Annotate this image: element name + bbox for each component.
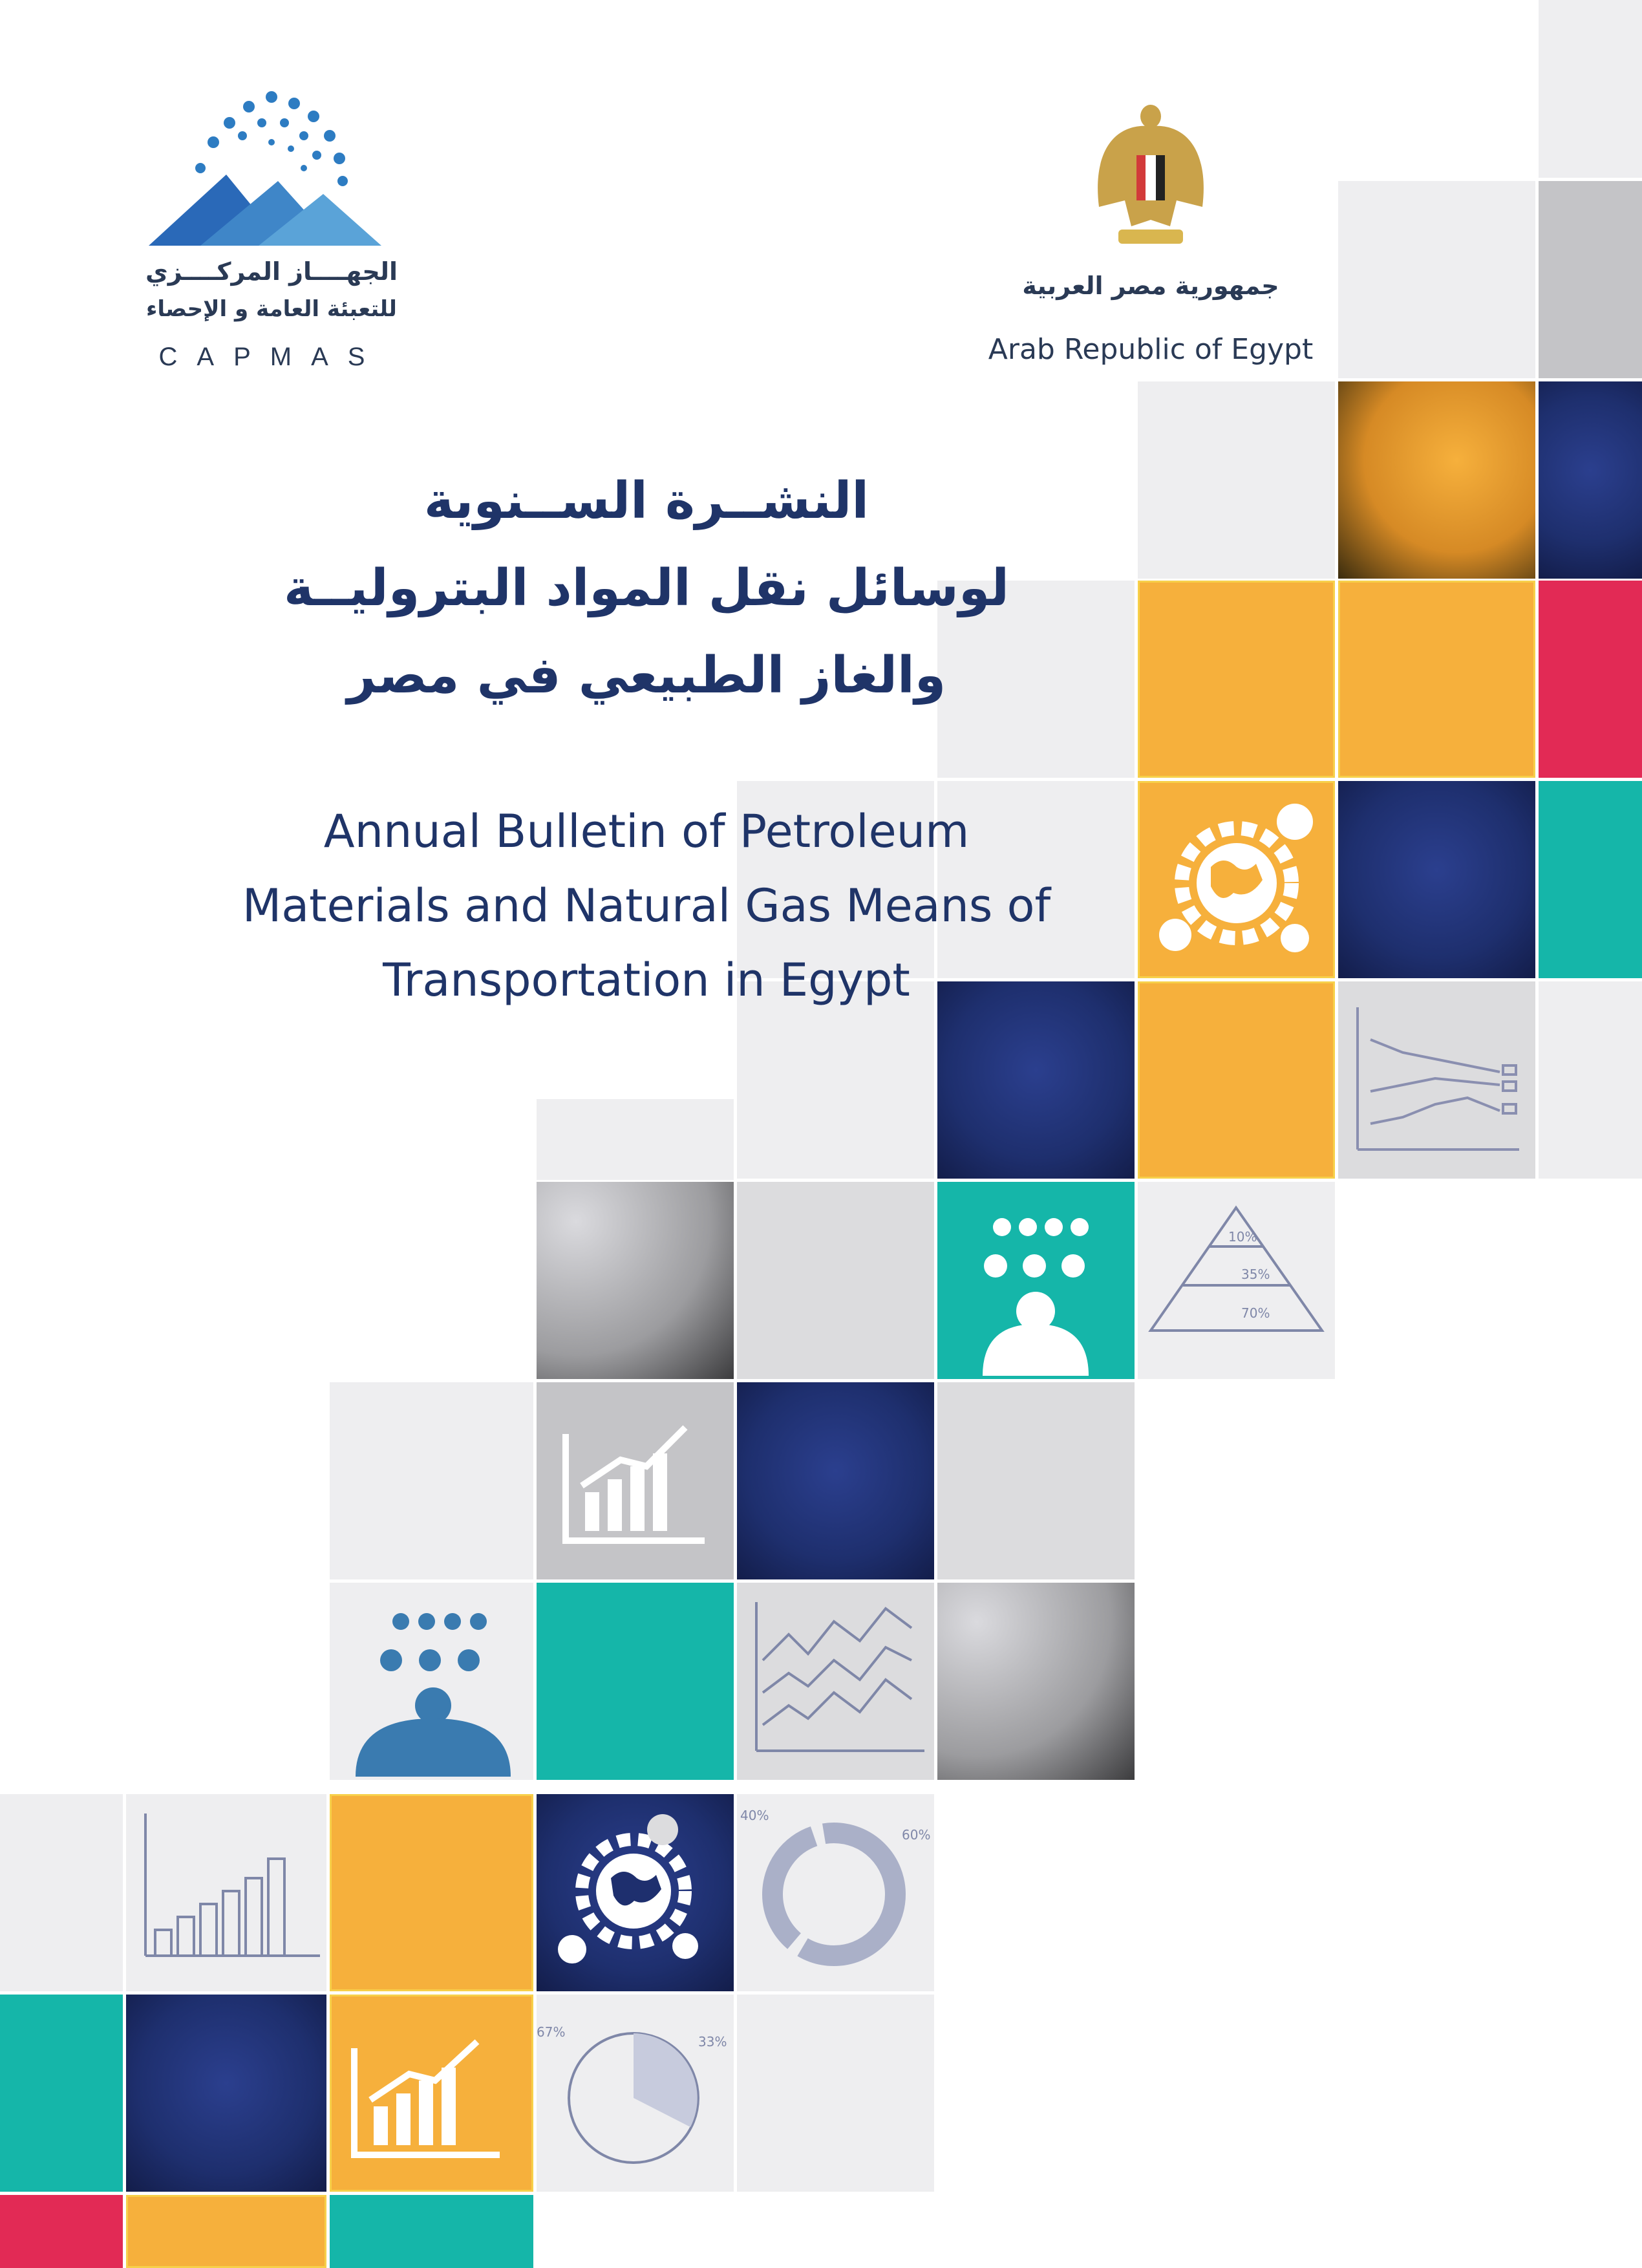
tile-bar-chart <box>126 1794 326 1991</box>
donut-label-1: 40% <box>740 1808 769 1823</box>
tile-lightgray <box>737 981 934 1179</box>
tile-teal <box>330 2195 533 2268</box>
donut-label-2: 60% <box>902 1827 931 1843</box>
tile-gray <box>1539 181 1642 378</box>
rising-bar-chart-icon <box>332 1996 533 2192</box>
tile-navy <box>737 1382 934 1579</box>
tile-bar-trend <box>537 1382 734 1579</box>
people-group-icon <box>937 1182 1135 1379</box>
title-english-line3: Transportation in Egypt <box>383 954 910 1007</box>
tile-red <box>0 2195 123 2268</box>
pyramid-label-3: 70% <box>1241 1305 1270 1321</box>
gear-globe-icon <box>1140 783 1335 978</box>
egypt-english-name: Arab Republic of Egypt <box>988 333 1314 366</box>
title-arabic-line2: لوسائل نقل المواد البتروليــة <box>283 559 1010 617</box>
donut-chart-icon <box>737 1794 934 1991</box>
tile-orange <box>1138 981 1335 1179</box>
tile-orange-vignette <box>1338 381 1535 579</box>
egypt-arabic-name: جمهورية مصر العربية <box>1022 272 1279 300</box>
tile-lightgray <box>1539 0 1642 178</box>
line-chart-icon <box>1338 981 1535 1179</box>
pyramid-label-1: 10% <box>1228 1229 1257 1245</box>
people-group-icon <box>330 1583 533 1780</box>
egypt-emblem <box>1086 97 1215 252</box>
title-arabic-line3: والغاز الطبيعي في مصر <box>347 647 946 705</box>
tile-lightgray <box>1338 181 1535 378</box>
tile-orange <box>330 1794 533 1991</box>
eagle-emblem-icon <box>1086 97 1215 252</box>
tile-gray <box>737 1182 934 1379</box>
tile-red <box>1539 581 1642 778</box>
tile-pyramid <box>1138 1182 1335 1379</box>
tile-gray-blur <box>937 1583 1135 1780</box>
tile-bar-trend-orange <box>330 1995 533 2192</box>
tile-people <box>937 1182 1135 1379</box>
line-chart-icon <box>737 1583 934 1780</box>
bar-chart-icon <box>126 1794 326 1991</box>
tile-navy <box>1539 381 1642 579</box>
title-arabic-line1: النشــرة الســنوية <box>423 472 869 530</box>
gear-globe-icon <box>537 1794 734 1991</box>
capmas-english: CAPMAS <box>158 343 385 371</box>
title-english-line1: Annual Bulletin of Petroleum <box>323 805 970 858</box>
tile-gear-globe-navy <box>537 1794 734 1991</box>
capmas-pyramids-icon <box>136 65 407 259</box>
tile-donut <box>737 1794 934 1991</box>
tile-orange <box>1338 581 1535 778</box>
capmas-arabic-line1: الجهــــاز المركــــزي <box>145 257 398 286</box>
tile-lightgray <box>537 1099 734 1180</box>
tile-navy <box>937 981 1135 1179</box>
pie-chart-icon <box>537 1995 734 2192</box>
rising-bar-chart-icon <box>537 1382 734 1579</box>
tile-navy <box>126 1995 326 2192</box>
tile-line-sketch <box>737 1583 934 1780</box>
capmas-logo <box>136 65 407 259</box>
pyramid-label-2: 35% <box>1241 1267 1270 1282</box>
tile-line-chart <box>1338 981 1535 1179</box>
tile-lightgray <box>1539 981 1642 1179</box>
pie-label-2: 33% <box>698 2034 727 2049</box>
tile-orange <box>1138 581 1335 778</box>
tile-gray <box>937 1382 1135 1579</box>
tile-navy <box>1338 781 1535 978</box>
tile-lightgray <box>0 1794 123 1991</box>
tile-teal <box>0 1995 123 2192</box>
tile-orange <box>126 2195 326 2268</box>
tile-lightgray <box>737 1995 934 2192</box>
capmas-arabic-line2: للتعبئة العامة و الإحصاء <box>146 296 397 322</box>
pyramid-chart-icon <box>1138 1182 1335 1379</box>
tile-teal <box>537 1583 734 1780</box>
tile-gray-blur <box>537 1182 734 1379</box>
title-english-line2: Materials and Natural Gas Means of <box>242 879 1051 932</box>
tile-people-blue <box>330 1583 533 1780</box>
tile-lightgray <box>1138 381 1335 579</box>
tile-teal <box>1539 781 1642 978</box>
tile-lightgray <box>330 1382 533 1579</box>
pie-label-1: 67% <box>537 2024 566 2040</box>
tile-gear-globe <box>1138 781 1335 978</box>
tile-pie <box>537 1995 734 2192</box>
